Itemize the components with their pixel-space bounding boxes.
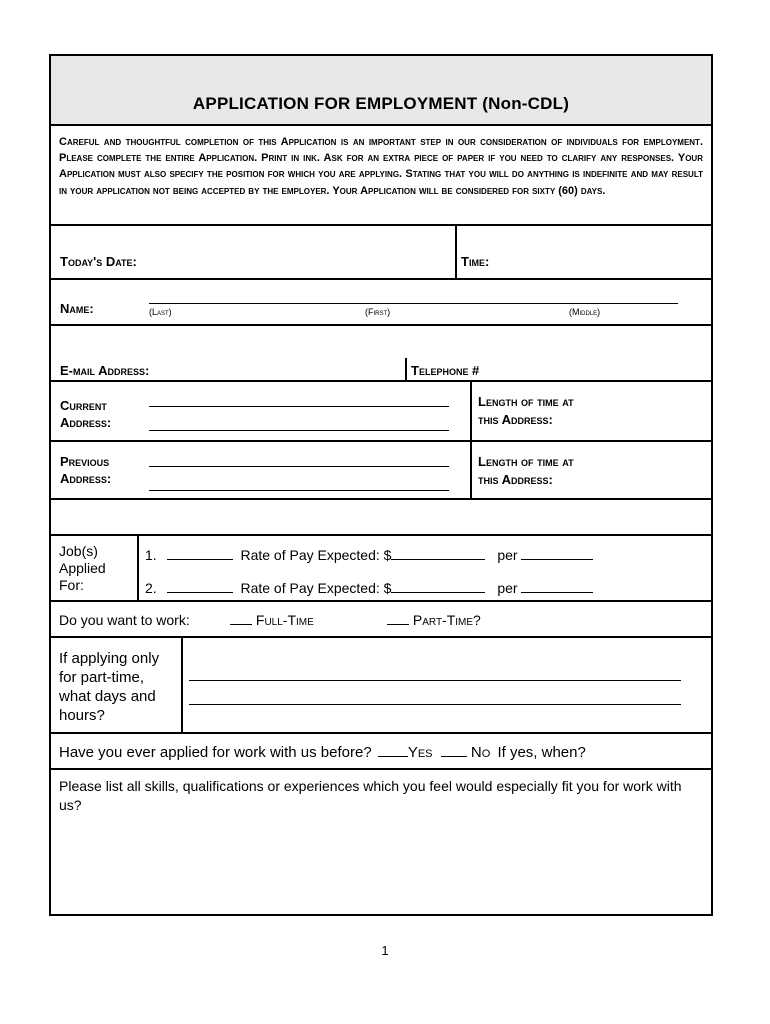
current-address-line-2[interactable] <box>149 430 449 431</box>
applied-before-row <box>59 744 586 761</box>
full-time-option[interactable] <box>230 612 314 628</box>
time-label: Time: <box>461 254 490 269</box>
per-blank[interactable] <box>521 559 593 560</box>
rate-label: Rate of Pay Expected: $ <box>240 547 392 563</box>
name-label: Name: <box>60 301 94 316</box>
job-row-1 <box>145 547 593 563</box>
jobs-applied-label: Job(s) <box>59 543 98 559</box>
if-yes-when-label: If yes, when? <box>497 744 586 761</box>
job-title-blank[interactable] <box>167 559 233 560</box>
job-number: 1. <box>145 547 157 563</box>
divider <box>405 358 407 380</box>
parttime-question: hours? <box>59 707 105 724</box>
current-address-line-1[interactable] <box>149 406 449 407</box>
divider <box>51 636 711 638</box>
previous-address-line-1[interactable] <box>149 466 449 467</box>
parttime-question: what days and <box>59 688 156 705</box>
divider <box>51 440 711 442</box>
divider <box>51 768 711 770</box>
skills-answer-area[interactable] <box>51 816 711 912</box>
employment-application-form <box>49 54 713 916</box>
todays-date-label: Today's Date: <box>60 254 137 269</box>
divider <box>51 534 711 536</box>
page-number: 1 <box>381 943 389 958</box>
divider <box>51 600 711 602</box>
divider <box>51 124 711 126</box>
previous-length-label: Length of time at <box>478 454 574 469</box>
full-time-label: Full-Time <box>255 612 314 628</box>
name-first-caption: (First) <box>365 307 391 317</box>
parttime-question: If applying only <box>59 650 160 667</box>
job-number: 2. <box>145 580 157 596</box>
skills-question: Please list all skills, qualifications or experiences which you feel would especially fit you for work with us? <box>59 778 682 813</box>
parttime-question: for part-time, <box>59 669 145 686</box>
name-middle-caption: (Middle) <box>569 307 601 317</box>
form-title: APPLICATION FOR EMPLOYMENT (Non-CDL) <box>192 94 570 113</box>
divider <box>51 224 711 226</box>
previous-address-line-2[interactable] <box>149 490 449 491</box>
rate-blank[interactable] <box>391 592 485 593</box>
email-label: E-mail Address: <box>60 363 150 378</box>
no-blank[interactable] <box>441 756 467 757</box>
divider <box>470 380 472 498</box>
divider <box>51 380 711 382</box>
instructions-paragraph: Careful and thoughtful completion of this Application is an important step in our consideration of individuals for employment. Please complete the entire Application. Print in ink. Ask for an extra piece of paper if you need to clarify any responses. Your Application must also specify the position for which you are applying. Stating that you will do anything is indefinite and may result in your application not being accepted by the employer. Your Application will be considered for sixty (60) days. <box>59 136 703 197</box>
no-label: No <box>470 744 491 761</box>
divider <box>137 534 139 600</box>
divider <box>51 732 711 734</box>
jobs-applied-label: Applied <box>59 560 106 576</box>
current-length-label: this Address: <box>478 412 553 427</box>
parttime-answer-line-1[interactable] <box>189 680 681 681</box>
part-time-option[interactable] <box>387 612 481 628</box>
previous-address-label: Address: <box>60 471 112 486</box>
divider <box>51 324 711 326</box>
part-time-blank[interactable] <box>387 624 409 625</box>
divider <box>455 224 457 278</box>
job-row-2 <box>145 580 593 596</box>
current-length-label: Length of time at <box>478 394 574 409</box>
want-work-label: Do you want to work: <box>59 612 190 628</box>
current-address-label: Current <box>60 398 107 413</box>
full-time-blank[interactable] <box>230 624 252 625</box>
per-label: per <box>497 580 518 596</box>
applied-before-question: Have you ever applied for work with us before? <box>59 744 372 761</box>
part-time-label: Part-Time? <box>412 612 481 628</box>
per-label: per <box>497 547 518 563</box>
jobs-applied-label: For: <box>59 577 84 593</box>
divider <box>51 278 711 280</box>
per-blank[interactable] <box>521 592 593 593</box>
previous-address-label: Previous <box>60 454 110 469</box>
yes-label: Yes <box>407 744 433 761</box>
name-field-line[interactable] <box>149 303 678 304</box>
telephone-label: Telephone # <box>411 363 480 378</box>
rate-blank[interactable] <box>391 559 485 560</box>
previous-length-label: this Address: <box>478 472 553 487</box>
name-last-caption: (Last) <box>149 307 172 317</box>
job-title-blank[interactable] <box>167 592 233 593</box>
rate-label: Rate of Pay Expected: $ <box>240 580 392 596</box>
current-address-label: Address: <box>60 415 112 430</box>
divider <box>51 498 711 500</box>
yes-blank[interactable] <box>378 756 408 757</box>
parttime-answer-line-2[interactable] <box>189 704 681 705</box>
divider <box>181 636 183 732</box>
